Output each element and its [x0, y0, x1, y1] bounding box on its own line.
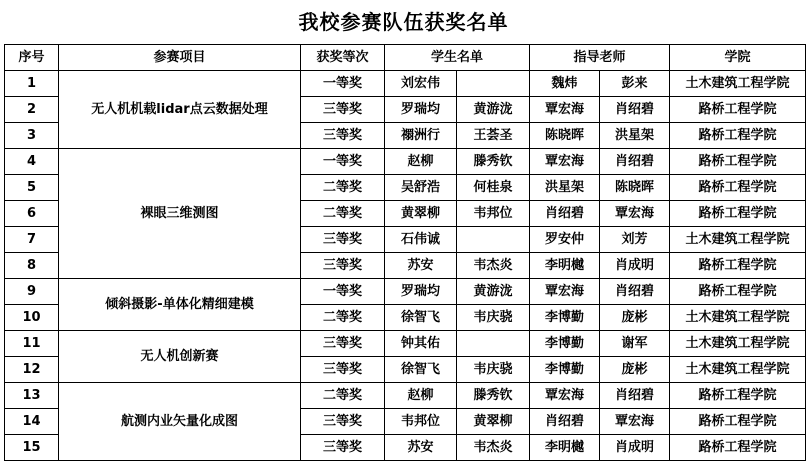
award-cell: 一等奖 [301, 279, 385, 305]
student-cell: 吴舒浩 [385, 175, 457, 201]
row-index: 3 [5, 123, 59, 149]
student-cell: 禤洲行 [385, 123, 457, 149]
header-award: 获奖等次 [301, 45, 385, 71]
teacher-cell: 覃宏海 [530, 383, 600, 409]
college-cell: 路桥工程学院 [670, 279, 806, 305]
row-index: 5 [5, 175, 59, 201]
header-college: 学院 [670, 45, 806, 71]
student-cell: 何桂泉 [457, 175, 530, 201]
teacher-cell: 李博勤 [530, 331, 600, 357]
teacher-cell: 彭来 [600, 71, 670, 97]
teacher-cell: 谢军 [600, 331, 670, 357]
page-title: 我校参赛队伍获奖名单 [298, 10, 509, 34]
teacher-cell: 肖绍碧 [600, 149, 670, 175]
college-cell: 路桥工程学院 [670, 383, 806, 409]
college-cell: 路桥工程学院 [670, 97, 806, 123]
project-cell: 裸眼三维测图 [59, 149, 301, 279]
teacher-cell: 庞彬 [600, 357, 670, 383]
student-cell: 苏安 [385, 435, 457, 461]
award-cell: 一等奖 [301, 71, 385, 97]
teacher-cell: 魏炜 [530, 71, 600, 97]
student-cell: 韦庆骁 [457, 305, 530, 331]
table-row [5, 383, 806, 409]
header-project: 参赛项目 [59, 45, 301, 71]
college-cell: 土木建筑工程学院 [670, 331, 806, 357]
college-cell: 路桥工程学院 [670, 409, 806, 435]
teacher-cell: 刘芳 [600, 227, 670, 253]
header-teachers: 指导老师 [530, 45, 670, 71]
row-index: 12 [5, 357, 59, 383]
student-cell: 滕秀钦 [457, 149, 530, 175]
student-cell: 韦杰炎 [457, 435, 530, 461]
row-index: 13 [5, 383, 59, 409]
award-cell: 一等奖 [301, 149, 385, 175]
award-table [4, 44, 806, 461]
college-cell: 路桥工程学院 [670, 253, 806, 279]
teacher-cell: 覃宏海 [530, 97, 600, 123]
college-cell: 土木建筑工程学院 [670, 305, 806, 331]
teacher-cell: 肖绍碧 [600, 97, 670, 123]
teacher-cell: 肖绍碧 [600, 279, 670, 305]
college-cell: 路桥工程学院 [670, 201, 806, 227]
college-cell: 土木建筑工程学院 [670, 227, 806, 253]
student-cell [457, 331, 530, 357]
teacher-cell: 洪星架 [600, 123, 670, 149]
student-cell: 黄翠柳 [457, 409, 530, 435]
row-index: 6 [5, 201, 59, 227]
student-cell: 黄游泷 [457, 97, 530, 123]
teacher-cell: 肖成明 [600, 435, 670, 461]
student-cell: 滕秀钦 [457, 383, 530, 409]
student-cell: 韦邦位 [457, 201, 530, 227]
project-cell: 倾斜摄影-单体化精细建模 [59, 279, 301, 331]
project-cell: 无人机创新赛 [59, 331, 301, 383]
project-cell: 无人机机载lidar点云数据处理 [59, 71, 301, 149]
teacher-cell: 庞彬 [600, 305, 670, 331]
row-index: 14 [5, 409, 59, 435]
award-cell: 三等奖 [301, 253, 385, 279]
teacher-cell: 李明樾 [530, 435, 600, 461]
student-cell: 赵柳 [385, 149, 457, 175]
row-index: 7 [5, 227, 59, 253]
award-cell: 三等奖 [301, 357, 385, 383]
teacher-cell: 李博勤 [530, 357, 600, 383]
teacher-cell: 肖绍碧 [600, 383, 670, 409]
student-cell: 苏安 [385, 253, 457, 279]
student-cell: 黄翠柳 [385, 201, 457, 227]
student-cell: 徐智飞 [385, 357, 457, 383]
row-index: 2 [5, 97, 59, 123]
award-cell: 二等奖 [301, 175, 385, 201]
teacher-cell: 覃宏海 [600, 201, 670, 227]
row-index: 10 [5, 305, 59, 331]
award-cell: 二等奖 [301, 201, 385, 227]
student-cell: 王荟圣 [457, 123, 530, 149]
student-cell: 刘宏伟 [385, 71, 457, 97]
college-cell: 土木建筑工程学院 [670, 71, 806, 97]
student-cell: 赵柳 [385, 383, 457, 409]
teacher-cell: 李明樾 [530, 253, 600, 279]
table-row [5, 71, 806, 97]
table-row [5, 331, 806, 357]
student-cell: 罗瑞均 [385, 279, 457, 305]
student-cell [457, 71, 530, 97]
college-cell: 路桥工程学院 [670, 123, 806, 149]
student-cell: 黄游泷 [457, 279, 530, 305]
student-cell: 钟其佑 [385, 331, 457, 357]
teacher-cell: 陈晓晖 [530, 123, 600, 149]
student-cell: 罗瑞均 [385, 97, 457, 123]
header-students: 学生名单 [385, 45, 530, 71]
student-cell: 徐智飞 [385, 305, 457, 331]
teacher-cell: 洪星架 [530, 175, 600, 201]
header-index: 序号 [5, 45, 59, 71]
teacher-cell: 覃宏海 [530, 279, 600, 305]
award-cell: 三等奖 [301, 97, 385, 123]
table-row [5, 279, 806, 305]
award-cell: 三等奖 [301, 227, 385, 253]
award-cell: 三等奖 [301, 331, 385, 357]
teacher-cell: 罗安仲 [530, 227, 600, 253]
row-index: 11 [5, 331, 59, 357]
teacher-cell: 陈晓晖 [600, 175, 670, 201]
teacher-cell: 覃宏海 [530, 149, 600, 175]
award-cell: 三等奖 [301, 435, 385, 461]
teacher-cell: 肖成明 [600, 253, 670, 279]
award-cell: 二等奖 [301, 305, 385, 331]
teacher-cell: 覃宏海 [600, 409, 670, 435]
college-cell: 路桥工程学院 [670, 149, 806, 175]
project-cell: 航测内业矢量化成图 [59, 383, 301, 461]
table-header-row [5, 45, 806, 71]
teacher-cell: 李博勤 [530, 305, 600, 331]
student-cell: 石伟诚 [385, 227, 457, 253]
student-cell: 韦庆骁 [457, 357, 530, 383]
row-index: 15 [5, 435, 59, 461]
student-cell [457, 227, 530, 253]
table-row [5, 149, 806, 175]
row-index: 8 [5, 253, 59, 279]
college-cell: 路桥工程学院 [670, 435, 806, 461]
student-cell: 韦邦位 [385, 409, 457, 435]
teacher-cell: 肖绍碧 [530, 201, 600, 227]
row-index: 4 [5, 149, 59, 175]
award-cell: 三等奖 [301, 123, 385, 149]
row-index: 9 [5, 279, 59, 305]
college-cell: 土木建筑工程学院 [670, 357, 806, 383]
award-cell: 二等奖 [301, 383, 385, 409]
row-index: 1 [5, 71, 59, 97]
award-cell: 三等奖 [301, 409, 385, 435]
teacher-cell: 肖绍碧 [530, 409, 600, 435]
student-cell: 韦杰炎 [457, 253, 530, 279]
college-cell: 路桥工程学院 [670, 175, 806, 201]
